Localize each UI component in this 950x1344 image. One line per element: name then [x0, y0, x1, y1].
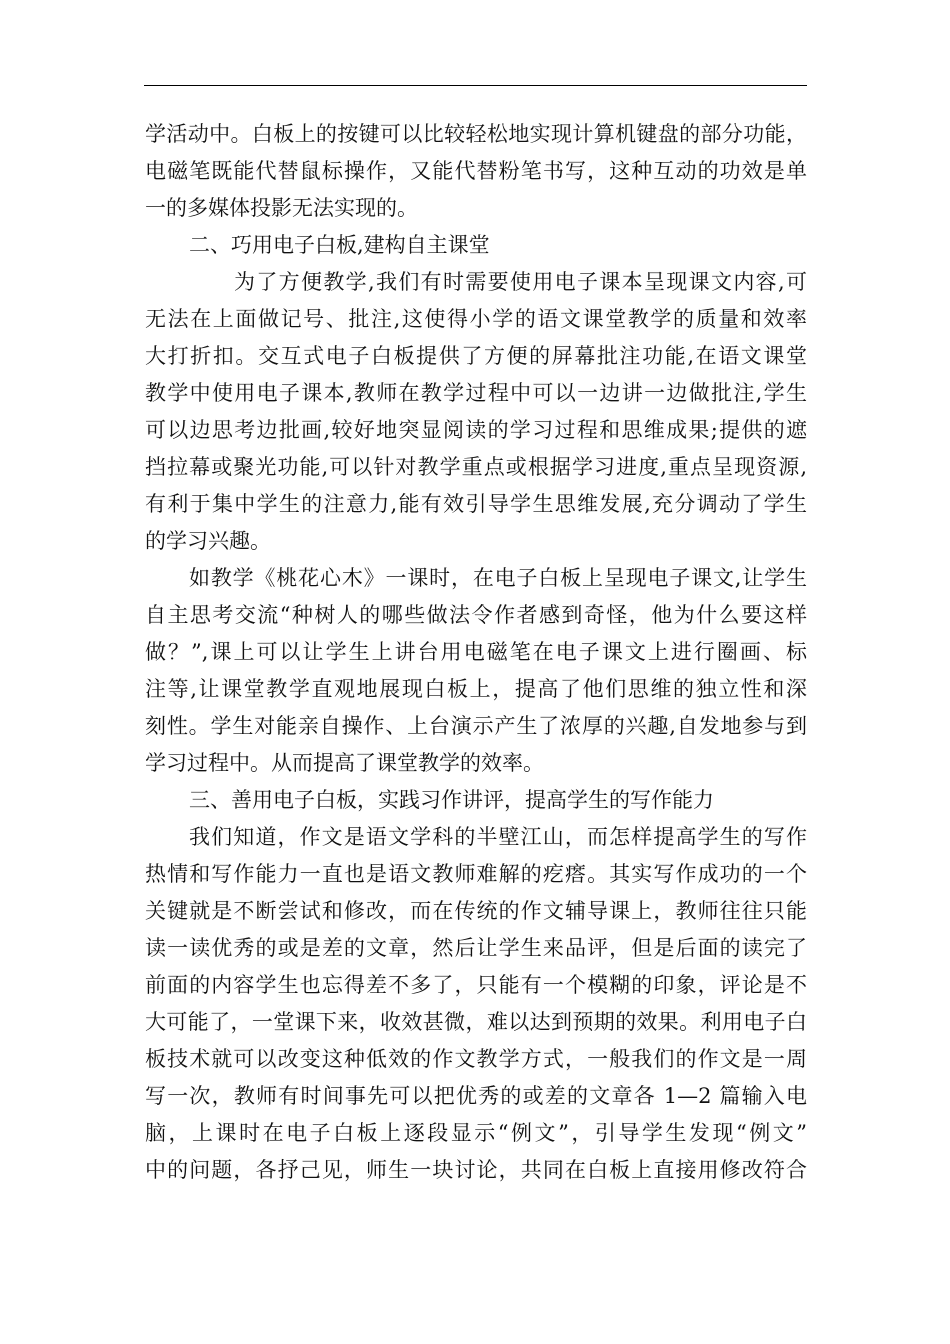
- text-line: 电磁笔既能代替鼠标操作，又能代替粉笔书写，这种互动的功效是单: [145, 159, 807, 183]
- text-line: 一的多媒体投影无法实现的。: [145, 196, 418, 220]
- text-line: 学习过程中。从而提高了课堂教学的效率。: [145, 751, 544, 775]
- text-line: 大打折扣。交互式电子白板提供了方便的屏幕批注功能,在语文课堂: [145, 344, 807, 368]
- text-line: 脑，上课时在电子白板上逐段显示“例文”，引导学生发现“例文”: [145, 1121, 807, 1145]
- text-line: 为了方便教学,我们有时需要使用电子课本呈现课文内容,可: [234, 270, 807, 294]
- text-line: 我们知道，作文是语文学科的半壁江山，而怎样提高学生的写作: [189, 825, 807, 849]
- text-line: 大可能了，一堂课下来，收效甚微，难以达到预期的效果。利用电子白: [145, 1010, 807, 1034]
- text-line: 教学中使用电子课本,教师在教学过程中可以一边讲一边做批注,学生: [145, 381, 807, 405]
- text-line: 学活动中。白板上的按键可以比较轻松地实现计算机键盘的部分功能，: [145, 122, 807, 146]
- text-line: 无法在上面做记号、批注,这使得小学的语文课堂教学的质量和效率: [145, 307, 807, 331]
- text-line: 中的问题，各抒己见，师生一块讨论，共同在白板上直接用修改符合: [145, 1158, 807, 1182]
- text-line: 板技术就可以改变这种低效的作文教学方式，一般我们的作文是一周: [145, 1047, 807, 1071]
- text-line: 前面的内容学生也忘得差不多了，只能有一个模糊的印象，评论是不: [145, 973, 807, 997]
- text-line: 可以边思考边批画,较好地突显阅读的学习过程和思维成果;提供的遮: [145, 418, 807, 442]
- text-line: 有利于集中学生的注意力,能有效引导学生思维发展,充分调动了学生: [145, 492, 807, 516]
- text-line: 做？”,课上可以让学生上讲台用电磁笔在电子课文上进行圈画、标: [145, 640, 807, 664]
- document-body: [145, 116, 807, 1189]
- text-line: 注等,让课堂教学直观地展现白板上，提高了他们思维的独立性和深: [145, 677, 807, 701]
- text-line: 读一读优秀的或是差的文章，然后让学生来品评，但是后面的读完了: [145, 936, 807, 960]
- header-rule: [144, 85, 807, 86]
- text-line: 自主思考交流“种树人的哪些做法令作者感到奇怪，他为什么要这样: [145, 603, 807, 627]
- text-line: 关键就是不断尝试和修改，而在传统的作文辅导课上，教师往往只能: [145, 899, 807, 923]
- text-line: 二、巧用电子白板,建构自主课堂: [189, 233, 490, 257]
- text-line: 挡拉幕或聚光功能,可以针对教学重点或根据学习进度,重点呈现资源,: [145, 455, 807, 479]
- text-line: 写一次，教师有时间事先可以把优秀的或差的文章各 1—2 篇输入电: [145, 1084, 807, 1108]
- text-line: 三、善用电子白板，实践习作讲评，提高学生的写作能力: [189, 788, 714, 812]
- text-line: 刻性。学生对能亲自操作、上台演示产生了浓厚的兴趣,自发地参与到: [145, 714, 807, 738]
- text-line: 热情和写作能力一直也是语文教师难解的疙瘩。其实写作成功的一个: [145, 862, 807, 886]
- text-line: 如教学《桃花心木》一课时，在电子白板上呈现电子课文,让学生: [189, 566, 807, 590]
- text-line: 的学习兴趣。: [145, 529, 271, 553]
